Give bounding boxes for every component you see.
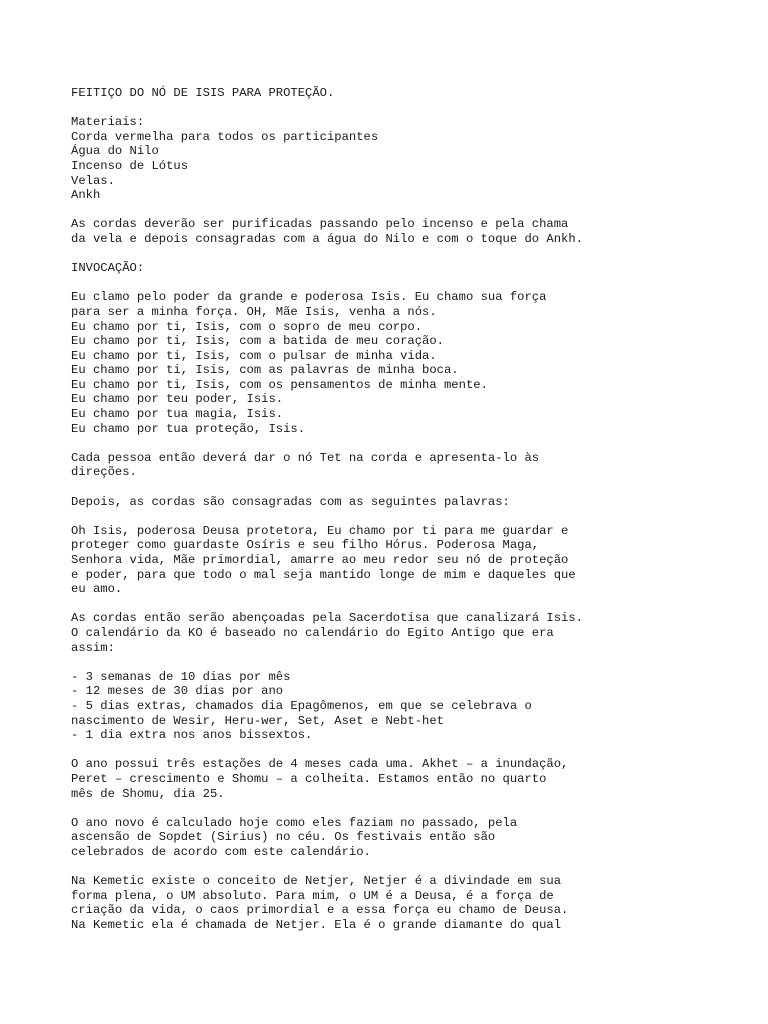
text-line: - 12 meses de 30 dias por ano [71,684,284,699]
paragraph [71,261,751,276]
paragraph [71,611,751,655]
text-line: Na Kemetic ela é chamada de Netjer. Ela é o grande diamante do qual [71,917,562,932]
text-line: Eu chamo por tua proteção, Isis. [71,421,306,436]
text-line: Eu chamo por ti, Isis, com a batida de meu coração. [71,334,444,349]
text-line: para ser a minha força. OH, Mãe Isis, venha a nós. [71,304,437,319]
text-line: Eu chamo por ti, Isis, com os pensamentos de minha mente. [71,377,488,392]
text-line: assim: [71,640,115,655]
text-line: Eu clamo pelo poder da grande e poderosa Isis. Eu chamo sua força [71,290,547,305]
text-line: Depois, as cordas são consagradas com as seguintes palavras: [71,494,510,509]
paragraph [71,86,751,101]
text-line: Água do Nilo [71,144,159,159]
text-line: O ano possui três estações de 4 meses cada uma. Akhet – a inundação, [71,757,569,772]
text-line: Ankh [71,188,101,203]
text-line: - 5 dias extras, chamados dia Epagômenos, em que se celebrava o [71,698,532,713]
text-line: e poder, para que todo o mal seja mantido longe de mim e daqueles que [71,567,576,582]
document-body [71,86,751,947]
text-line: Eu chamo por ti, Isis, com as palavras de minha boca. [71,363,459,378]
text-line: celebrados de acordo com este calendário. [71,844,371,859]
paragraph [71,757,751,801]
text-line: Eu chamo por teu poder, Isis. [71,392,284,407]
text-line: As cordas então serão abençoadas pela Sacerdotisa que canalizará Isis. [71,611,583,626]
text-line: Na Kemetic existe o conceito de Netjer, Netjer é a divindade em sua [71,874,562,889]
paragraph [71,670,751,743]
text-line: Corda vermelha para todos os participantes [71,129,379,144]
text-line: Eu chamo por ti, Isis, com o pulsar de minha vida. [71,348,437,363]
text-line: Cada pessoa então deverá dar o nó Tet na corda e apresenta-lo às [71,450,540,465]
text-line: Eu chamo por tua magia, Isis. [71,407,284,422]
paragraph [71,217,751,246]
text-line: INVOCAÇÃO: [71,261,145,276]
text-line: direções. [71,465,137,480]
paragraph [71,495,751,510]
text-line: Materiais: [71,115,145,130]
text-line: forma plena, o UM absoluto. Para mim, o UM é a Deusa, é a força de [71,888,554,903]
paragraph [71,524,751,597]
paragraph [71,115,751,203]
paragraph [71,451,751,480]
text-line: ascensão de Sopdet (Sirius) no céu. Os festivais então são [71,830,496,845]
text-line: criação da vida, o caos primordial e a essa força eu chamo de Deusa. [71,903,569,918]
text-line: Incenso de Lótus [71,158,189,173]
text-line: O ano novo é calculado hoje como eles faziam no passado, pela [71,815,518,830]
text-line: O calendário da KO é baseado no calendário do Egito Antigo que era [71,625,554,640]
text-line: As cordas deverão ser purificadas passando pelo incenso e pela chama [71,217,569,232]
text-line: Peret – crescimento e Shomu – a colheita. Estamos então no quarto [71,771,547,786]
text-line: da vela e depois consagradas com a água do Nilo e com o toque do Ankh. [71,231,583,246]
text-line: Velas. [71,173,115,188]
text-line: - 3 semanas de 10 dias por mês [71,669,291,684]
text-line: Senhora vida, Mãe primordial, amarre ao meu redor seu nó de proteção [71,553,569,567]
text-line: - 1 dia extra nos anos bissextos. [71,728,313,743]
text-line: eu amo. [71,582,123,597]
text-line: proteger como guardaste Osíris e seu filho Hórus. Poderosa Maga, [71,538,540,553]
text-line: mês de Shomu, dia 25. [71,786,225,801]
paragraph [71,874,751,932]
paragraph [71,290,751,436]
text-line: FEITIÇO DO NÓ DE ISIS PARA PROTEÇÃO. [71,86,335,100]
paragraph [71,816,751,860]
text-line: nascimento de Wesir, Heru-wer, Set, Aset e Nebt-het [71,713,444,728]
text-line: Eu chamo por ti, Isis, com o sopro de meu corpo. [71,319,423,334]
text-line: Oh Isis, poderosa Deusa protetora, Eu chamo por ti para me guardar e [71,523,569,538]
